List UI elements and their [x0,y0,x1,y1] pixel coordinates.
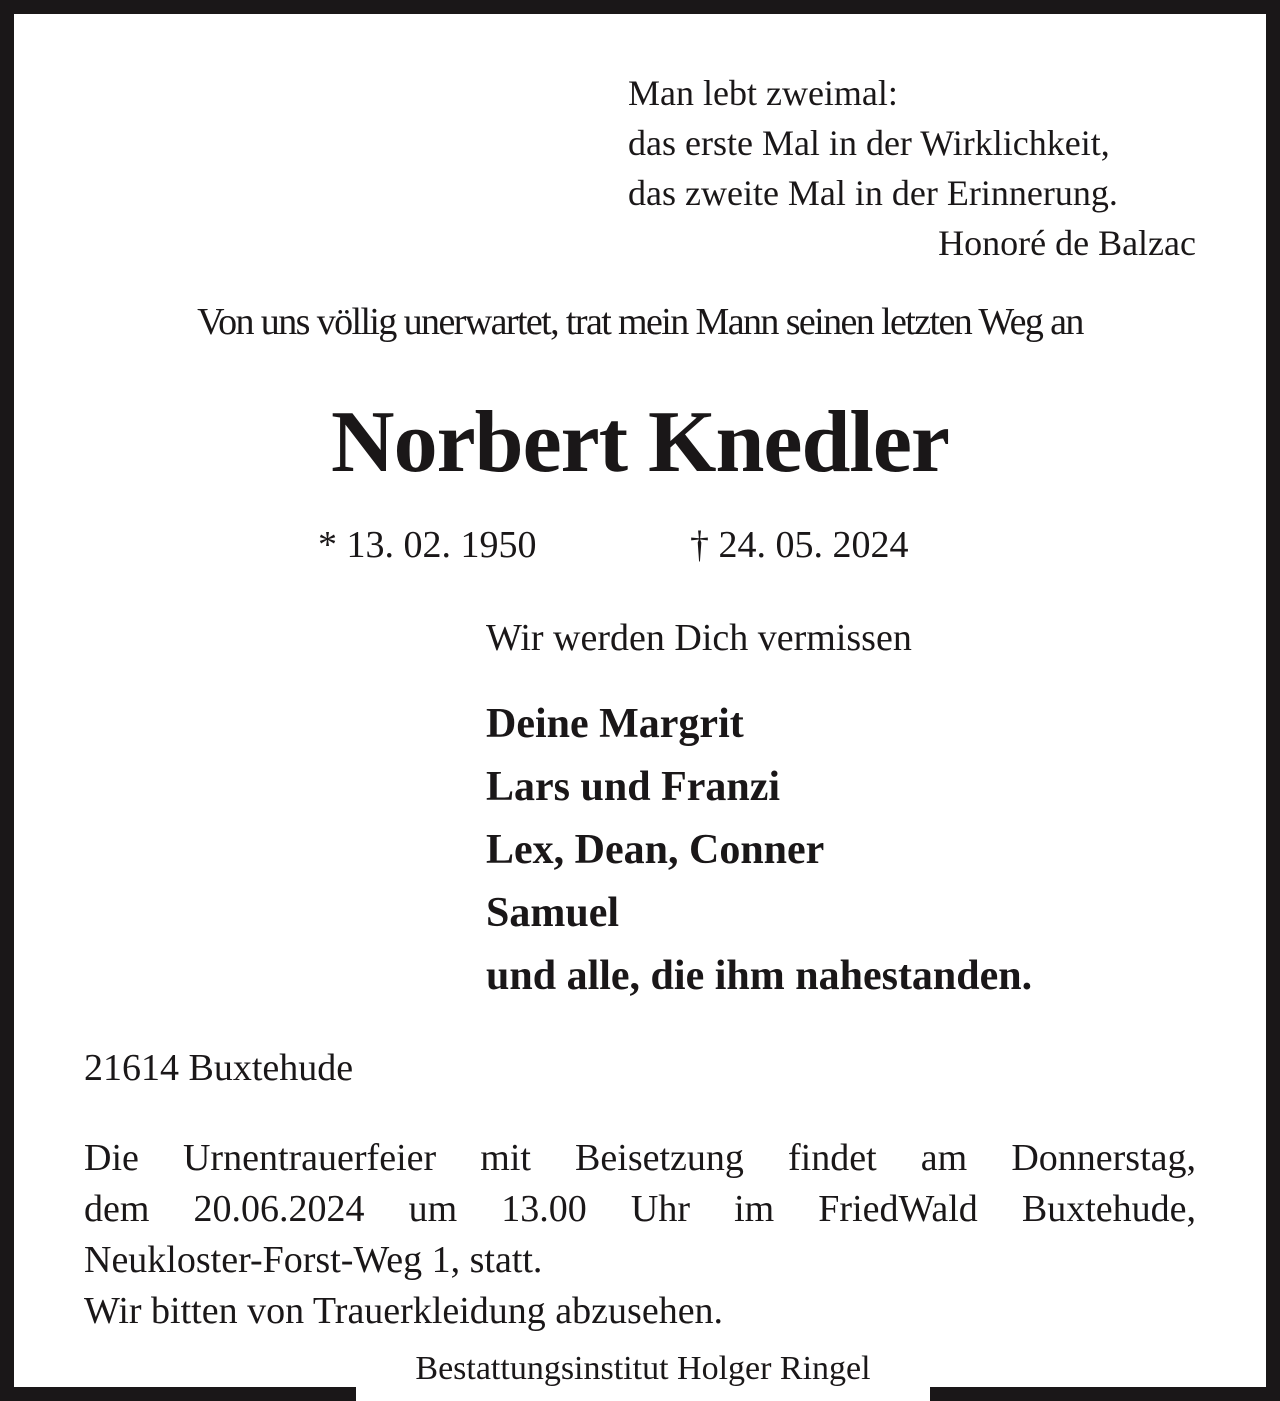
funeral-home-credit: Bestattungsinstitut Holger Ringel [415,1350,871,1387]
quote-line: das zweite Mal in der Erinnerung. [628,173,1118,213]
mourner-name: und alle, die ihm nahestanden. [486,953,1033,999]
quote-line: das erste Mal in der Wirklichkeit, [628,123,1110,163]
frame-border-top [0,0,1280,14]
frame-border-bottom-right [930,1387,1280,1401]
ceremony-line: dem 20.06.2024 um 13.00 Uhr im FriedWald Buxtehude, [84,1188,1196,1230]
mourner-name: Samuel [486,890,620,936]
quote-block [628,68,1198,268]
mourners-list [486,693,1032,1008]
frame-border-right [1266,0,1280,1401]
announcement-intro: Von uns völlig unerwartet, trat mein Mann seinen letzten Weg an [197,301,1083,343]
location-line: 21614 Buxtehude [84,1047,354,1089]
ceremony-line: Die Urnentrauerfeier mit Beisetzung findet am Donnerstag, [84,1137,1196,1179]
frame-border-bottom-left [0,1387,356,1401]
farewell-line: Wir werden Dich vermissen [486,617,912,659]
mourner-name: Deine Margrit [486,701,744,747]
quote-line: Man lebt zweimal: [628,73,898,113]
quote-author: Honoré de Balzac [938,223,1196,263]
ceremony-line: Neukloster-Forst-Weg 1, statt. [84,1239,543,1281]
mourner-name: Lars und Franzi [486,764,781,810]
deceased-name: Norbert Knedler [331,394,949,491]
mourner-name: Lex, Dean, Conner [486,827,825,873]
ceremony-line: Wir bitten von Trauerkleidung abzusehen. [84,1290,724,1332]
ceremony-notice [84,1133,1196,1337]
frame-border-left [0,0,14,1401]
birth-date: * 13. 02. 1950 [318,524,537,566]
death-date: † 24. 05. 2024 [690,524,909,566]
